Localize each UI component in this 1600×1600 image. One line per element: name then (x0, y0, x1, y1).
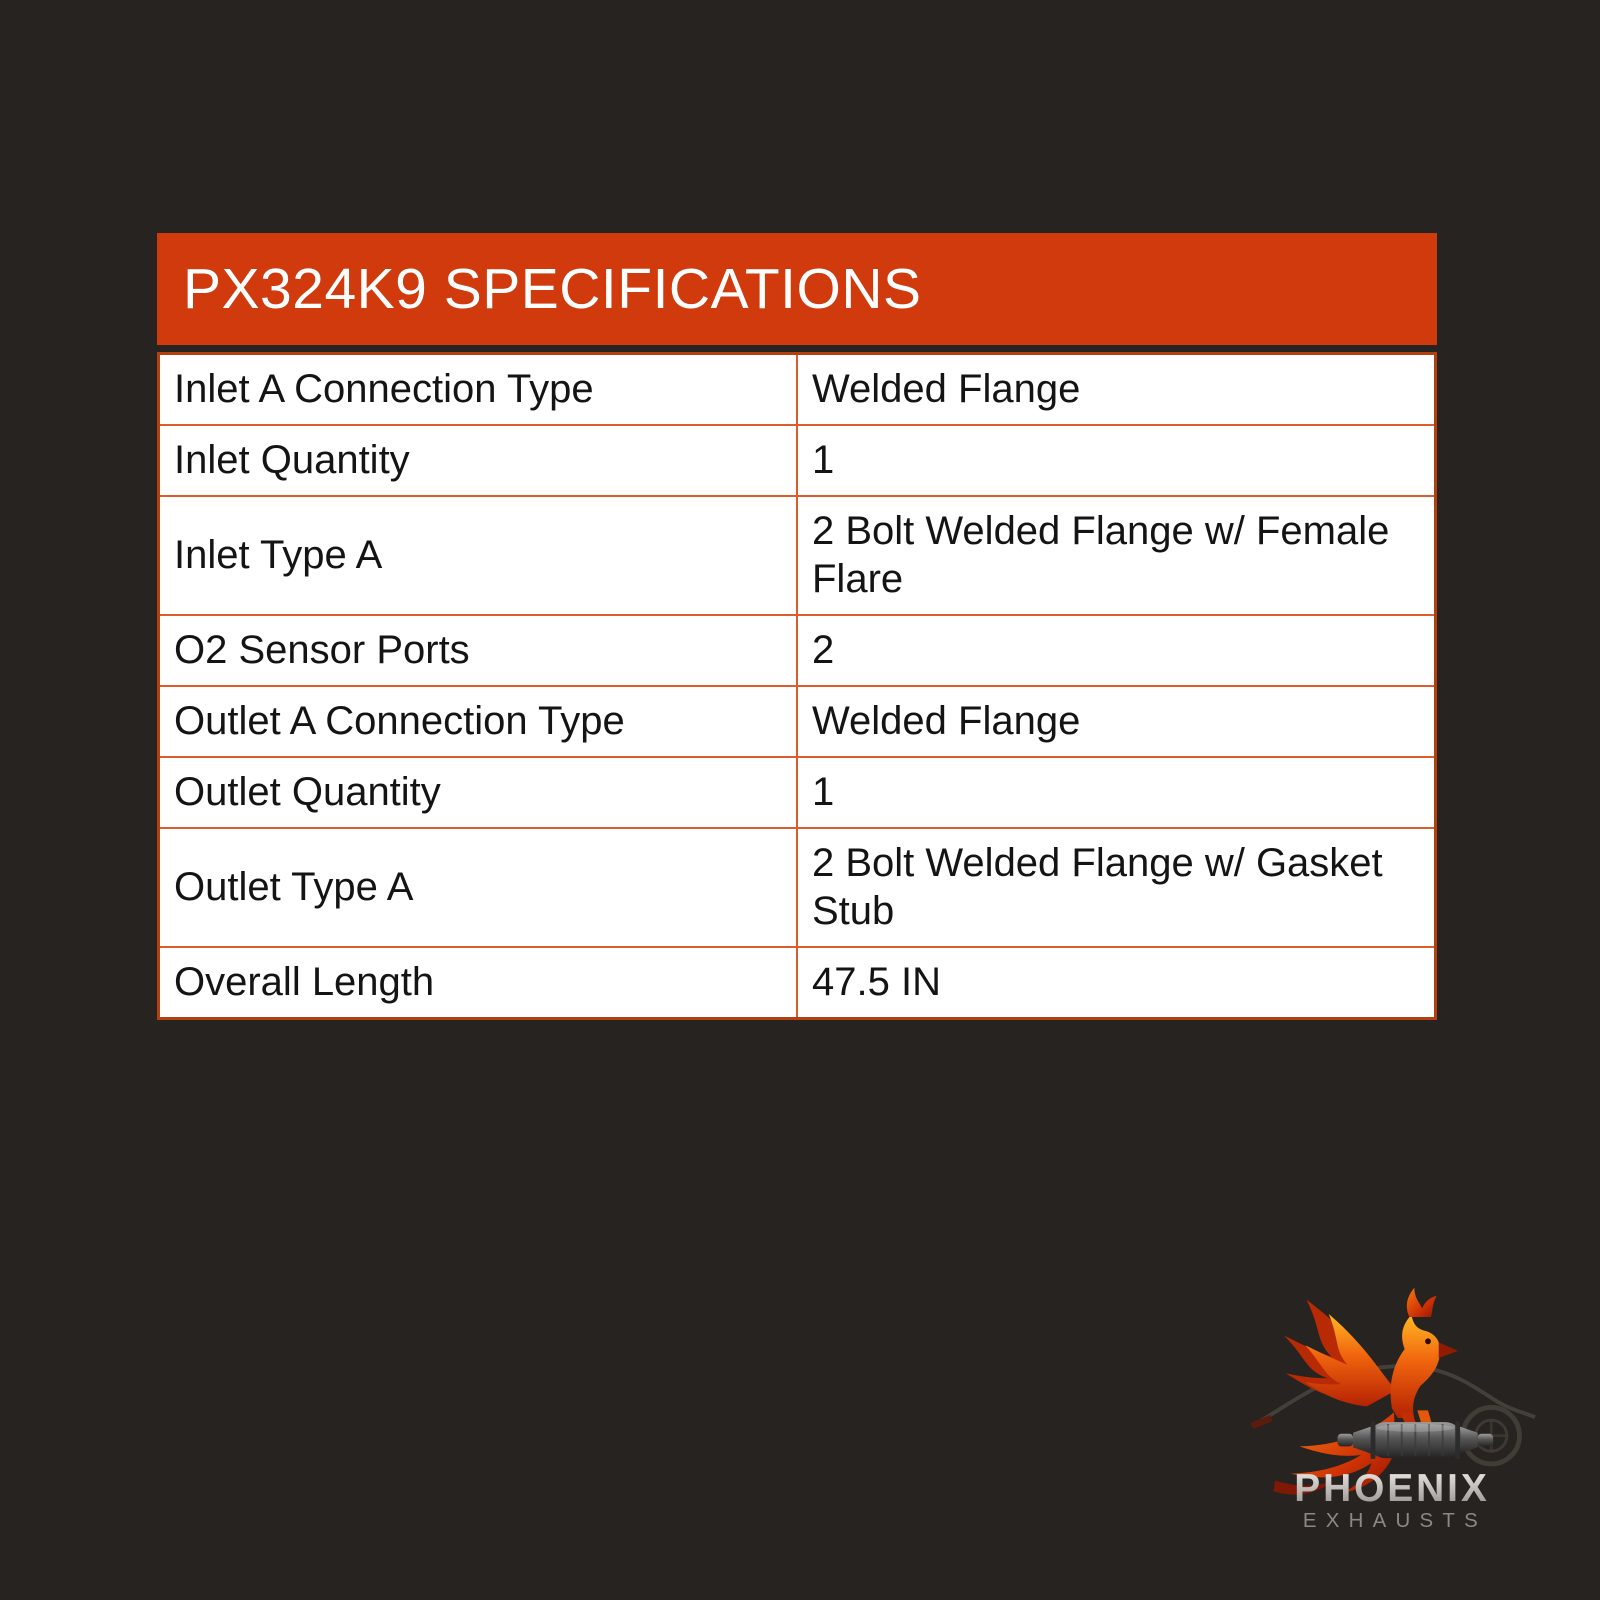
spec-value-cell: Welded Flange (797, 686, 1436, 757)
spec-label-cell: Outlet Quantity (159, 757, 798, 828)
spec-label-cell: Inlet A Connection Type (159, 354, 798, 425)
phoenix-bird-icon (1273, 1288, 1458, 1495)
spec-label-cell: Overall Length (159, 947, 798, 1018)
spec-label-cell: Outlet A Connection Type (159, 686, 798, 757)
table-row (159, 947, 1436, 1018)
spec-value-cell: Welded Flange (797, 354, 1436, 425)
spec-value-cell: 2 Bolt Welded Flange w/ Female Flare (797, 496, 1436, 616)
spec-value-cell: 2 Bolt Welded Flange w/ Gasket Stub (797, 828, 1436, 948)
spec-table (157, 352, 1437, 1020)
table-row (159, 757, 1436, 828)
phoenix-exhausts-logo (1246, 1280, 1538, 1533)
spec-label-cell: O2 Sensor Ports (159, 615, 798, 686)
spec-label-cell: Outlet Type A (159, 828, 798, 948)
phoenix-logo-graphic (1246, 1280, 1538, 1533)
spec-header (157, 233, 1437, 345)
spec-title: PX324K9 SPECIFICATIONS (183, 257, 922, 321)
spec-value-cell: 1 (797, 425, 1436, 496)
table-row (159, 686, 1436, 757)
table-row (159, 828, 1436, 948)
spec-value-cell: 1 (797, 757, 1436, 828)
table-row (159, 615, 1436, 686)
spec-sheet (157, 233, 1437, 1020)
brand-name: PHOENIX (1294, 1466, 1490, 1510)
brand-subtitle: EXHAUSTS (1302, 1510, 1487, 1533)
table-row (159, 496, 1436, 616)
spec-value-cell: 2 (797, 615, 1436, 686)
spec-value-cell: 47.5 IN (797, 947, 1436, 1018)
spec-label-cell: Inlet Type A (159, 496, 798, 616)
table-row (159, 354, 1436, 425)
table-row (159, 425, 1436, 496)
spec-label-cell: Inlet Quantity (159, 425, 798, 496)
